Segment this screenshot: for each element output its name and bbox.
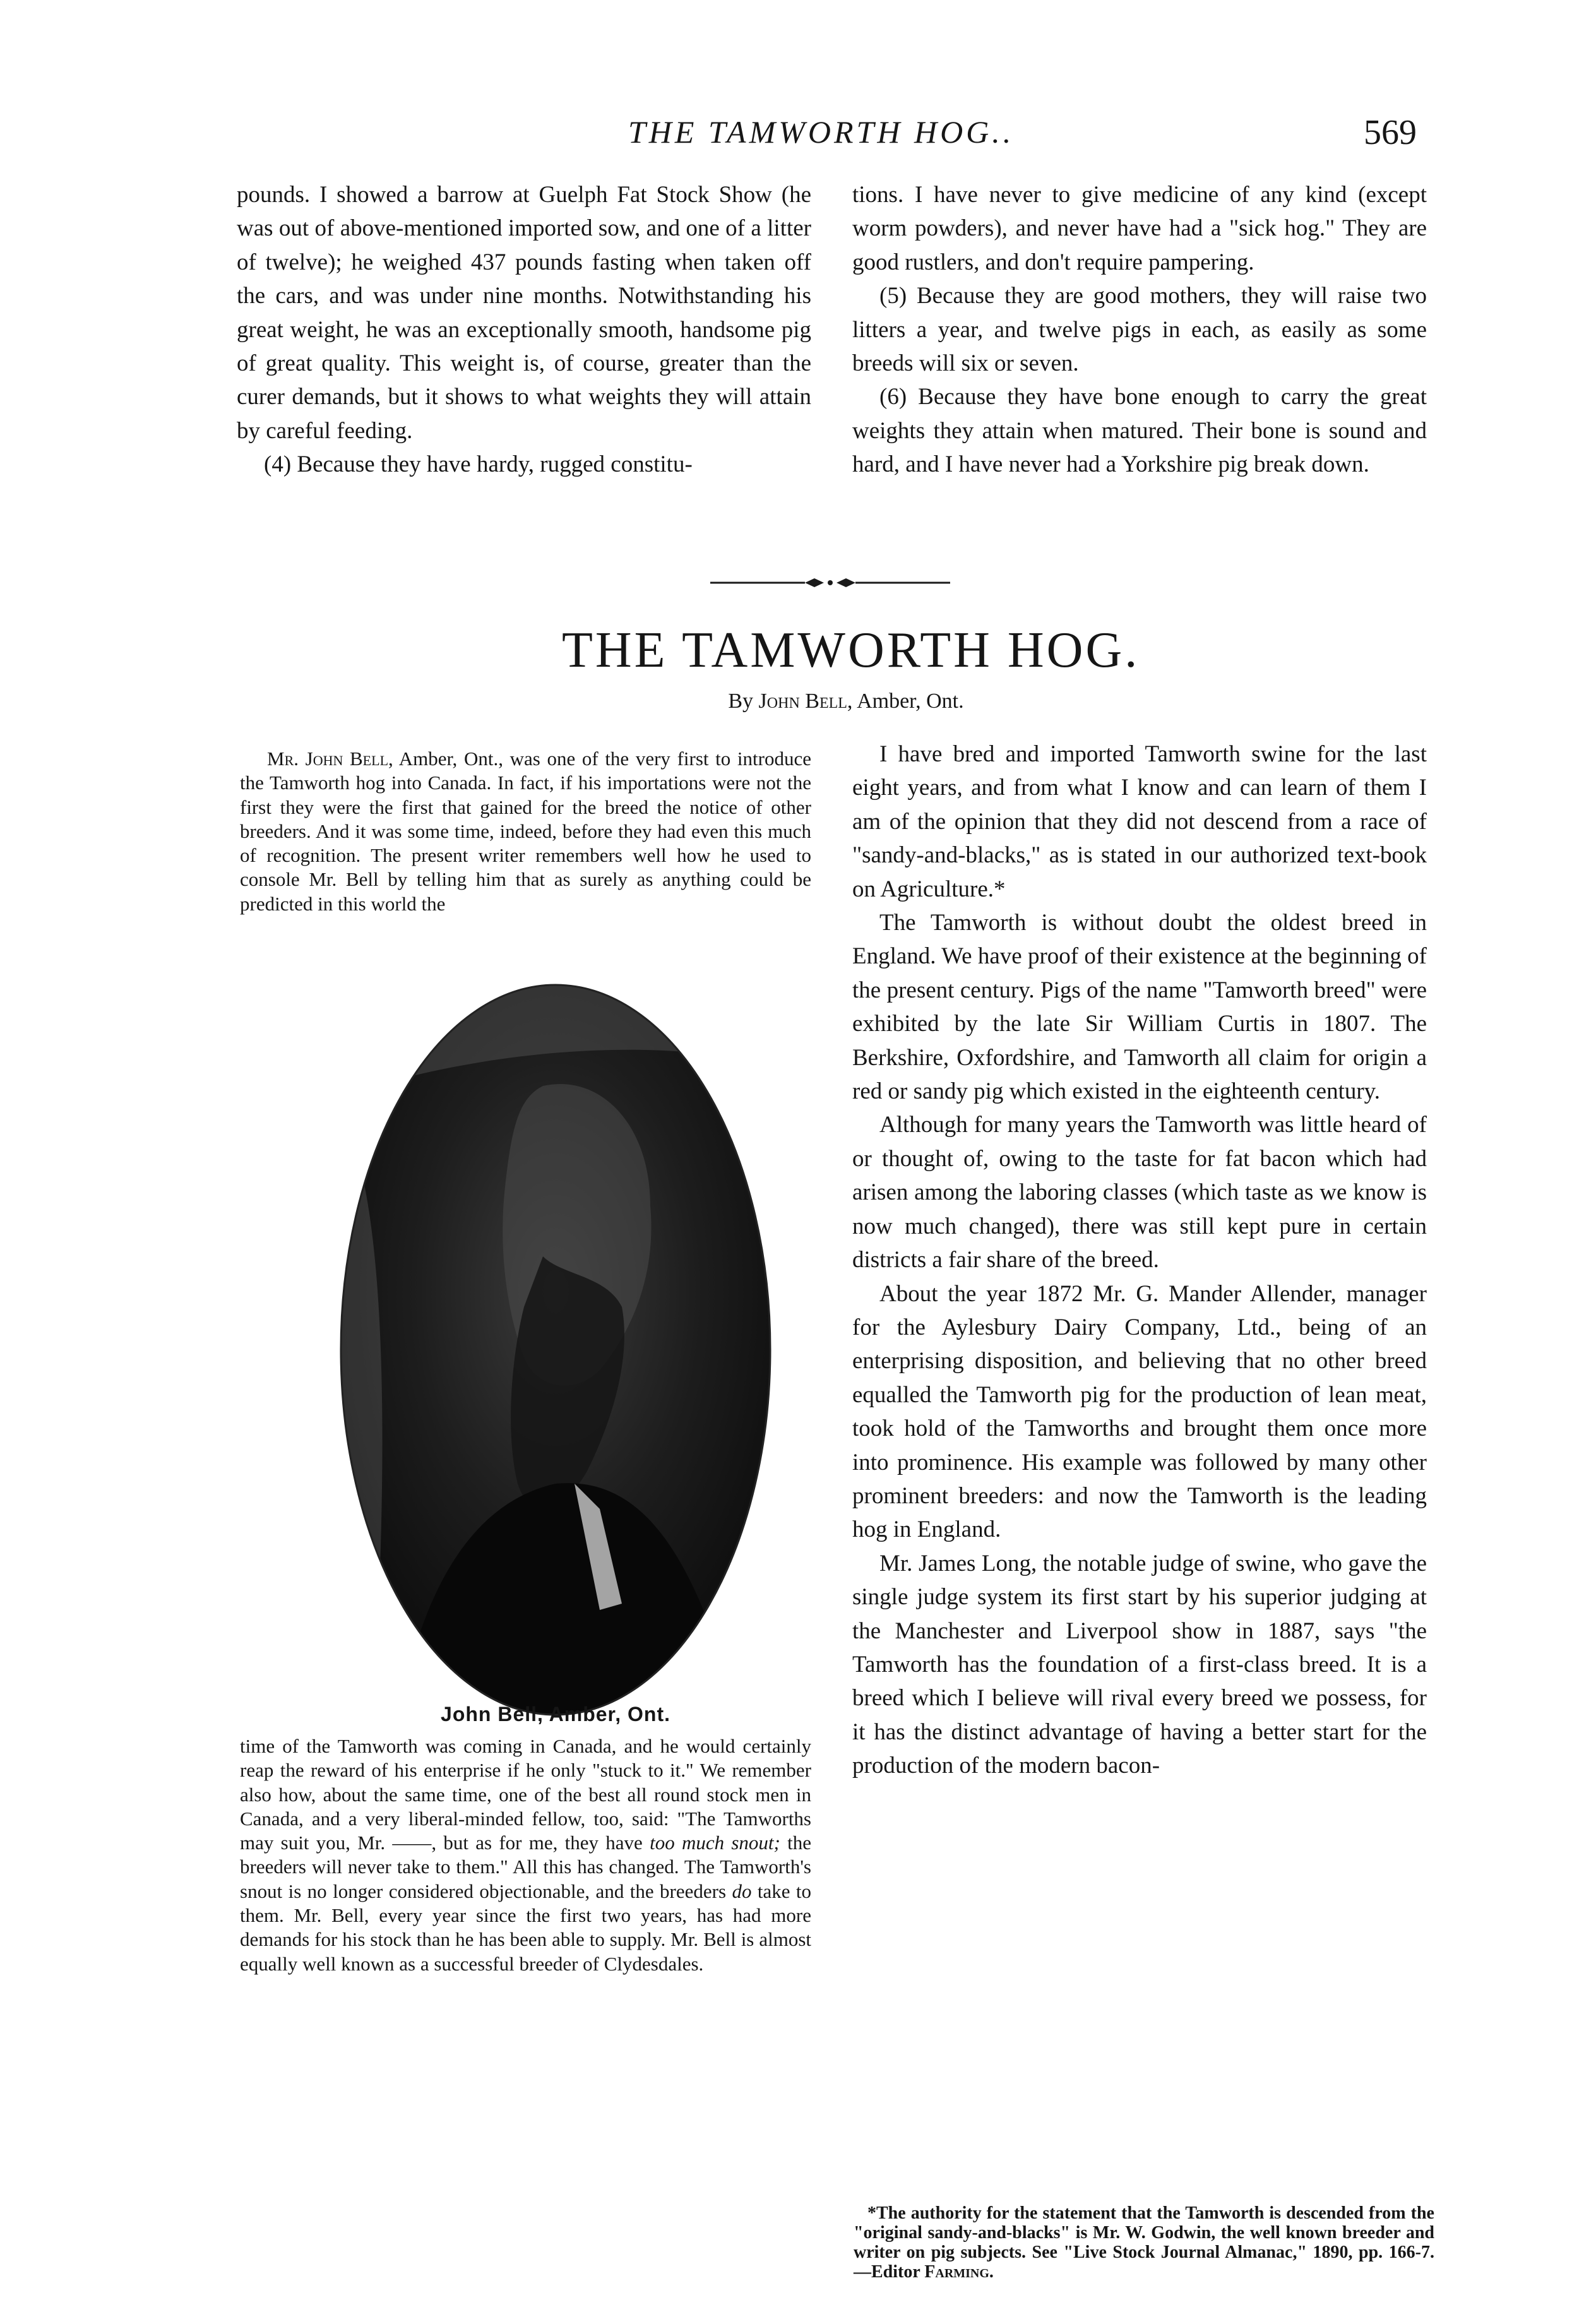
top-right-paragraph-3: (6) Because they have bone enough to carry the great weights they attain when matured. Their bone is sound and hard, and I have never had a Yorkshire pig break down. (852, 384, 1427, 478)
byline-prefix: By (728, 689, 754, 713)
top-right-paragraph-2: (5) Because they are good mothers, they will raise two litters a year, and twelve pigs in each, as easily as some breeds will six or seven. (852, 283, 1427, 377)
body-paragraph-2: The Tamworth is without doubt the oldest breed in England. We have proof of their existence at the beginning of the present century. Pigs of the name "Tamworth breed" were exhibited by the late Sir William Curtis in 1807. The Berkshire, Oxfordshire, and Tamworth all claim for origin a red or sandy pig which existed in the eighteenth century. (852, 910, 1427, 1105)
article-body-column (852, 737, 1427, 1783)
footnote (854, 2203, 1434, 2282)
running-header-title: THE TAMWORTH HOG.. (628, 114, 1015, 150)
top-left-paragraph-1: pounds. I showed a barrow at Guelph Fat Stock Show (he was out of above-mentioned imported sow, and one of a litter of twelve); he weighed 437 pounds fasting when taken off the cars, and was under nine months. Notwithstanding his great weight, he was an exceptionally smooth, handsome pig of great quality. This weight is, of course, greater than the curer demands, but it shows to what weights they will attain by careful feeding. (237, 182, 811, 444)
intro-paragraph-2-part-a: time of the Tamworth was coming in Canada, and he would certainly reap the reward of his enterprise if he only "stuck to it." We remember also how, about the same time, one of the best all round stock men in Canada, and a very liberal-minded fellow, too, said: "The Tamworths may suit you, Mr. ——, but as for me, they have (240, 1735, 811, 1854)
portrait-engraving (335, 979, 777, 1720)
portrait-caption: John Bell, Amber, Ont. (441, 1703, 670, 1725)
body-paragraph-4: About the year 1872 Mr. G. Mander Allender, manager for the Aylesbury Dairy Company, Ltd., being of an enterprising disposition, and believing that no other breed equalled the Tamworth pig for the production of lean meat, took hold of the Tamworths and brought them once more into prominence. His example was followed by many other prominent breeders: and now the Tamworth is the leading hog in England. (852, 1280, 1427, 1543)
intro-note-top (240, 747, 811, 916)
intro-note-bottom (240, 1734, 811, 1976)
ornament-divider (710, 573, 950, 592)
intro-paragraph-1 (240, 747, 811, 916)
footnote-paragraph (854, 2203, 1434, 2282)
intro-lead-name: Mr. John Bell, (267, 748, 393, 770)
page-number: 569 (1364, 113, 1417, 152)
top-left-column (237, 178, 811, 482)
byline-place: Amber, Ont. (857, 689, 964, 713)
intro-paragraph-2-part-c: take to them. Mr. Bell, every year since the first two years, has had more demands for his stock than he has been able to supply. Mr. Bell is almost equally well known as a successful breeder of Clydesdales. (240, 1880, 812, 1975)
top-right-column (852, 178, 1427, 482)
body-paragraph-5: Mr. James Long, the notable judge of swine, who gave the single judge system its first start by his superior judging at the Manchester and Liverpool show in 1887, says "the Tamworth has the foundation of a first-class breed. It is a breed which I believe will rival every breed we possess, for it has the distinct advantage of having a better start for the production of the modern bacon- (852, 1550, 1427, 1779)
top-left-paragraph-2: (4) Because they have hardy, rugged constitu- (264, 451, 693, 478)
article-title: THE TAMWORTH HOG. (562, 623, 1140, 678)
intro-paragraph-2-italic-a: too much snout; (650, 1832, 780, 1854)
intro-paragraph-2-part-b: the breeders will never take to them." All this has changed. The Tamworth's snout is no longer considered objectionable, and the breeders (240, 1832, 812, 1902)
body-paragraph-3: Although for many years the Tamworth was little heard of or thought of, owing to the taste for fat bacon which had arisen among the laboring classes (which taste as we know is now much changed), there was still kept pure in certain districts a fair share of the breed. (852, 1112, 1427, 1273)
intro-paragraph-2-italic-b: do (732, 1880, 752, 1902)
footnote-signature: Farming. (924, 2262, 994, 2282)
intro-paragraph-2 (240, 1734, 811, 1976)
body-paragraph-1: I have bred and imported Tamworth swine for the last eight years, and from what I know and can learn of them I am of the opinion that they did not descend from a race of "sandy-and-blacks," as is stated in our authorized text-book on Agriculture.* (852, 741, 1427, 902)
byline-author: John Bell, (758, 689, 853, 713)
top-right-paragraph-1: tions. I have never to give medicine of any kind (except worm powders), and never have had a "sick hog." They are good rustlers, and don't require pampering. (852, 182, 1427, 275)
intro-paragraph-1-text: Amber, Ont., was one of the very first to introduce the Tamworth hog into Canada. In fact, if his importations were not the first they were the first that gained for the breed the notice of other breeders. And it was some time, indeed, before they had even this much of recognition. The present writer remembers well how he used to console Mr. Bell by telling him that as surely as anything could be predicted in this world the (240, 748, 811, 915)
footnote-text: *The authority for the statement that the Tamworth is descended from the "original sandy-and-blacks" is Mr. W. Godwin, the well known breeder and writer on pig subjects. See "Live Stock Journal Almanac," 1890, pp. 166-7.—Editor (854, 2203, 1434, 2282)
byline (606, 689, 1086, 713)
